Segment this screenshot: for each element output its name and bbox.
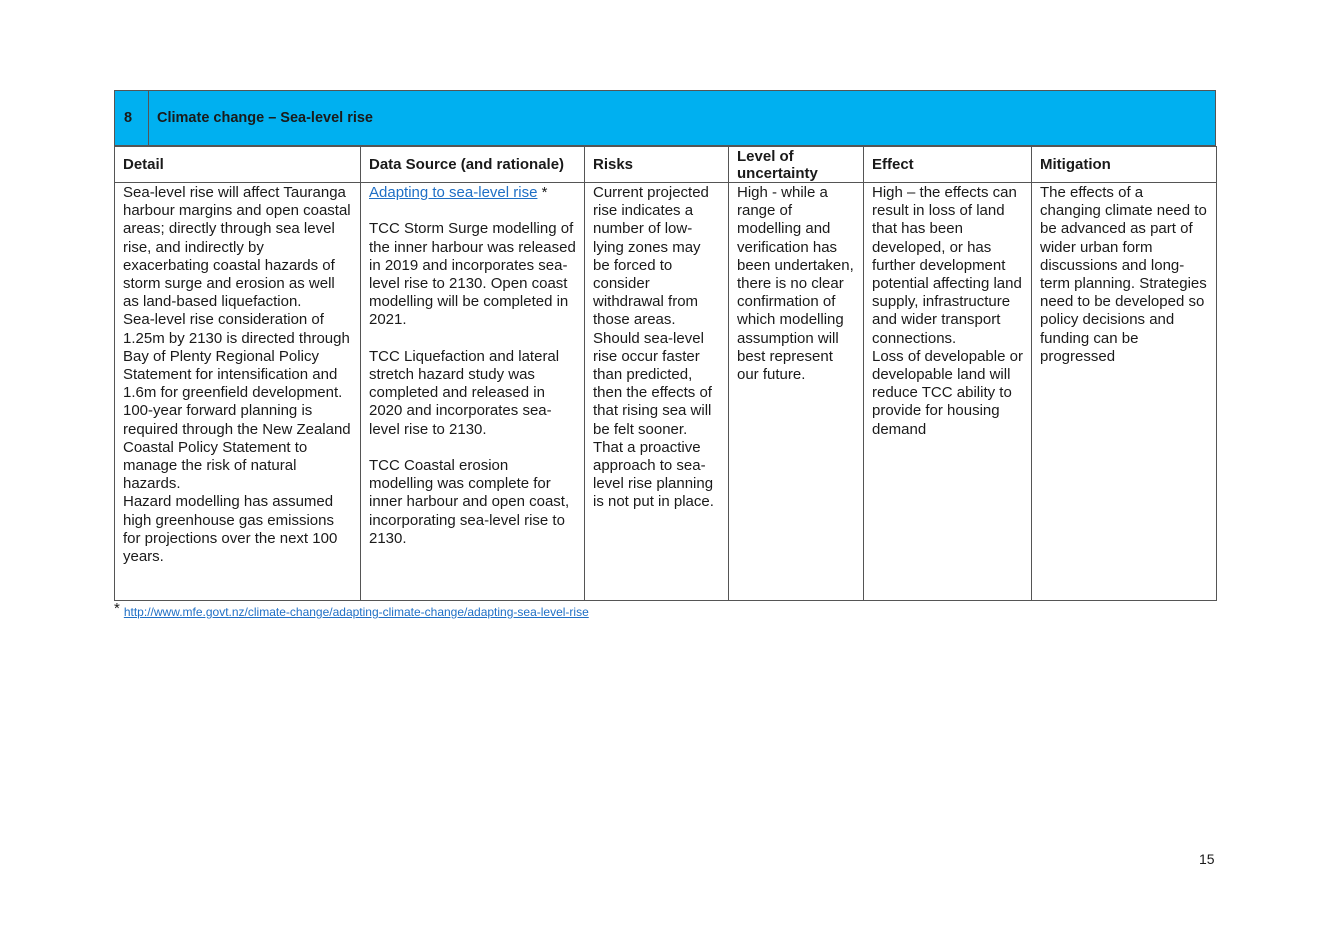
section-title: Climate change – Sea-level rise xyxy=(157,110,373,126)
column-header-detail: Detail xyxy=(115,147,361,183)
mitigation-text: The effects of a changing climate need to be advanced as part of wider urban form discussions and long-term planning. Strategies need to be developed so policy decisions and funding can be progressed xyxy=(1040,184,1207,365)
footnote-star: * xyxy=(114,600,120,617)
footnote xyxy=(114,602,589,622)
data-source-paragraph: TCC Storm Surge modelling of the inner harbour was released in 2019 and incorporates sea-level rise to 2130. Open coast modelling will be completed in 2021. xyxy=(369,220,576,329)
data-source-paragraph: TCC Coastal erosion modelling was complete for inner harbour and open coast, incorporating sea-level rise to 2130. xyxy=(369,457,570,547)
spacer xyxy=(369,202,576,220)
effect-cell xyxy=(864,183,1032,601)
risks-text: Current projected rise indicates a number of low-lying zones may be forced to consider withdrawal from those areas. Should sea-level rise occur faster than predicted, then the effects of that rising sea will be felt sooner. That a proactive approach to sea-level rise planning is not put in place. xyxy=(593,184,714,511)
detail-cell xyxy=(115,183,361,601)
risk-table xyxy=(114,90,1216,601)
adapting-sea-level-rise-link[interactable]: Adapting to sea-level rise xyxy=(369,184,538,201)
column-header-uncertainty: Level of uncertainty xyxy=(729,147,864,183)
table-row xyxy=(115,183,1217,601)
uncertainty-cell xyxy=(729,183,864,601)
spacer xyxy=(369,439,576,457)
uncertainty-text: High - while a range of modelling and verification has been undertaken, there is no clear confirmation of which modelling assumption will best represent our future. xyxy=(737,184,854,384)
detail-paragraph: 100-year forward planning is required through the New Zealand Coastal Policy Statement to manage the risk of natural hazards. xyxy=(123,402,351,493)
risks-cell xyxy=(585,183,729,601)
page-number: 15 xyxy=(1199,851,1215,867)
detail-paragraph: Sea-level rise consideration of 1.25m by 2130 is directed through Bay of Plenty Regional Policy Statement for intensification and 1.6m for greenfield development. xyxy=(123,311,350,402)
column-header-effect: Effect xyxy=(864,147,1032,183)
effect-paragraph: Loss of developable or developable land will reduce TCC ability to provide for housing demand xyxy=(872,347,1023,438)
table-header-row xyxy=(115,147,1217,183)
column-header-mitigation: Mitigation xyxy=(1032,147,1217,183)
data-source-cell xyxy=(361,183,585,601)
detail-paragraph: Hazard modelling has assumed high greenhouse gas emissions for projections over the next 100 years. xyxy=(123,493,338,566)
effect-paragraph: High – the effects can result in loss of land that has been developed, or has further development potential affecting land supply, infrastructure and wider transport connections. xyxy=(872,184,1022,347)
detail-paragraph: Sea-level rise will affect Tauranga harbour margins and open coastal areas; directly through sea level rise, and indirectly by exacerbating coastal hazards of storm surge and erosion as well as land-based liquefaction. xyxy=(123,184,351,311)
footnote-marker: * xyxy=(537,184,548,201)
risk-details-table xyxy=(114,146,1217,601)
mitigation-cell xyxy=(1032,183,1217,601)
section-header xyxy=(114,90,1216,146)
section-number: 8 xyxy=(115,91,149,145)
spacer xyxy=(369,330,576,348)
data-source-paragraph: TCC Liquefaction and lateral stretch hazard study was completed and released in 2020 and incorporates sea-level rise to 2130. xyxy=(369,347,560,438)
column-header-data-source: Data Source (and rationale) xyxy=(361,147,585,183)
data-source-link-line xyxy=(369,184,576,202)
column-header-risks: Risks xyxy=(585,147,729,183)
footnote-url-link[interactable]: http://www.mfe.govt.nz/climate-change/adapting-climate-change/adapting-sea-level-rise xyxy=(123,605,589,619)
